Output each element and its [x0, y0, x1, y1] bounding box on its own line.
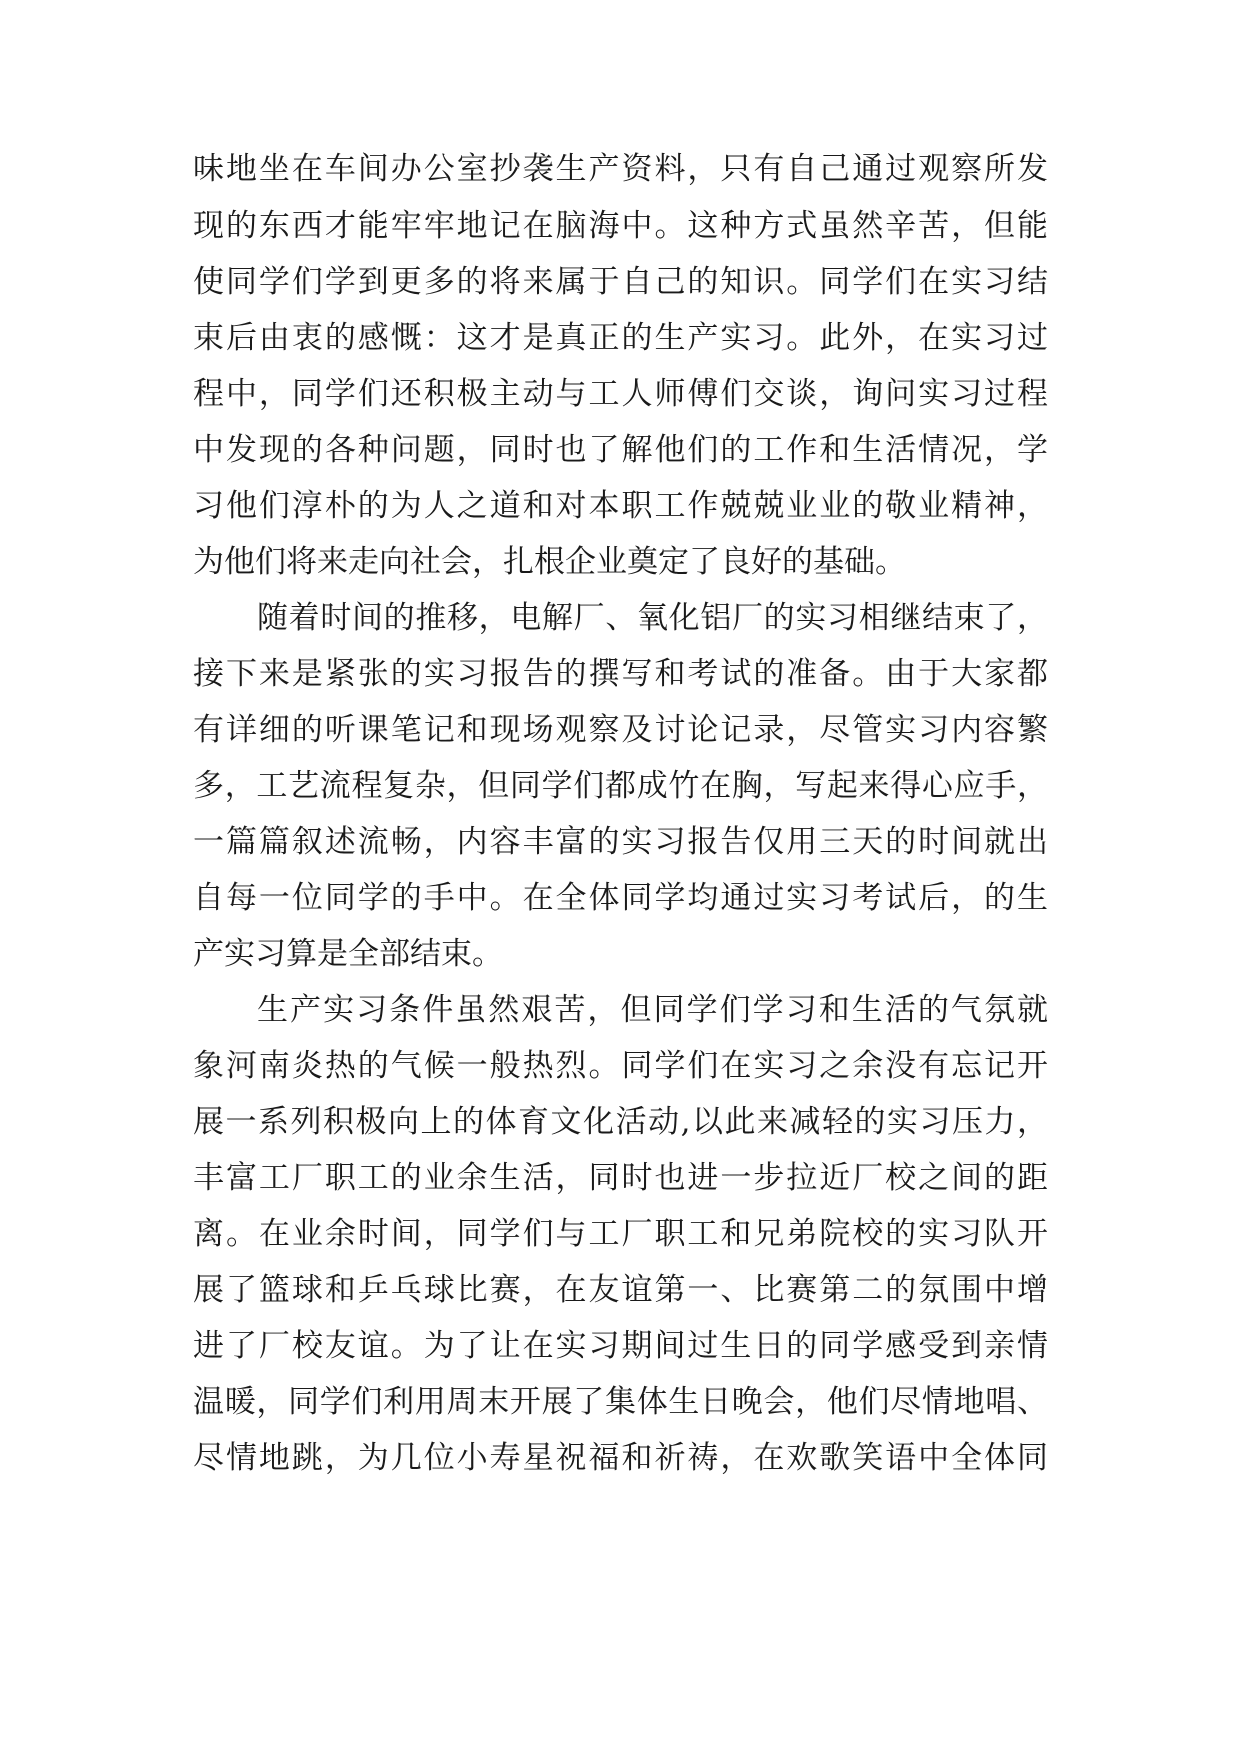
- text-line: 展了篮球和乒乓球比赛，在友谊第一、比赛第二的氛围中增: [193, 1272, 1048, 1308]
- text-line: 一篇篇叙述流畅，内容丰富的实习报告仅用三天的时间就出: [193, 824, 1048, 860]
- text-line: 象河南炎热的气候一般热烈。同学们在实习之余没有忘记开: [193, 1048, 1048, 1084]
- text-line: 展一系列积极向上的体育文化活动,以此来减轻的实习压力，: [193, 1104, 1048, 1140]
- text-line: 现的东西才能牢牢地记在脑海中。这种方式虽然辛苦，但能: [193, 208, 1048, 244]
- text-line: 接下来是紧张的实习报告的撰写和考试的准备。由于大家都: [193, 656, 1048, 692]
- text-line: 多，工艺流程复杂，但同学们都成竹在胸，写起来得心应手，: [193, 768, 1048, 804]
- text-line: 味地坐在车间办公室抄袭生产资料，只有自己通过观察所发: [193, 151, 1048, 187]
- text-line: 自每一位同学的手中。在全体同学均通过实习考试后，的生: [193, 880, 1048, 916]
- text-line: 有详细的听课笔记和现场观察及讨论记录，尽管实习内容繁: [193, 712, 1048, 748]
- text-line: 产实习算是全部结束。: [193, 936, 503, 972]
- paragraph-first-line: 随着时间的推移，电解厂、氧化铝厂的实习相继结束了，: [257, 600, 1048, 636]
- text-line: 使同学们学到更多的将来属于自己的知识。同学们在实习结: [193, 264, 1048, 300]
- text-line: 离。在业余时间，同学们与工厂职工和兄弟院校的实习队开: [193, 1216, 1048, 1252]
- text-line: 束后由衷的感慨：这才是真正的生产实习。此外，在实习过: [193, 320, 1048, 356]
- text-line: 习他们淳朴的为人之道和对本职工作兢兢业业的敬业精神，: [193, 488, 1048, 524]
- text-line: 中发现的各种问题，同时也了解他们的工作和生活情况，学: [193, 432, 1048, 468]
- text-line: 尽情地跳，为几位小寿星祝福和祈祷，在欢歌笑语中全体同: [193, 1440, 1048, 1476]
- text-line: 进了厂校友谊。为了让在实习期间过生日的同学感受到亲情: [193, 1328, 1048, 1364]
- text-line: 丰富工厂职工的业余生活，同时也进一步拉近厂校之间的距: [193, 1160, 1048, 1196]
- text-line: 程中，同学们还积极主动与工人师傅们交谈，询问实习过程: [193, 376, 1048, 412]
- text-line: 为他们将来走向社会，扎根企业奠定了良好的基础。: [193, 544, 906, 580]
- text-line: 温暖，同学们利用周末开展了集体生日晚会，他们尽情地唱、: [193, 1384, 1048, 1420]
- paragraph-first-line: 生产实习条件虽然艰苦，但同学们学习和生活的气氛就: [257, 992, 1048, 1028]
